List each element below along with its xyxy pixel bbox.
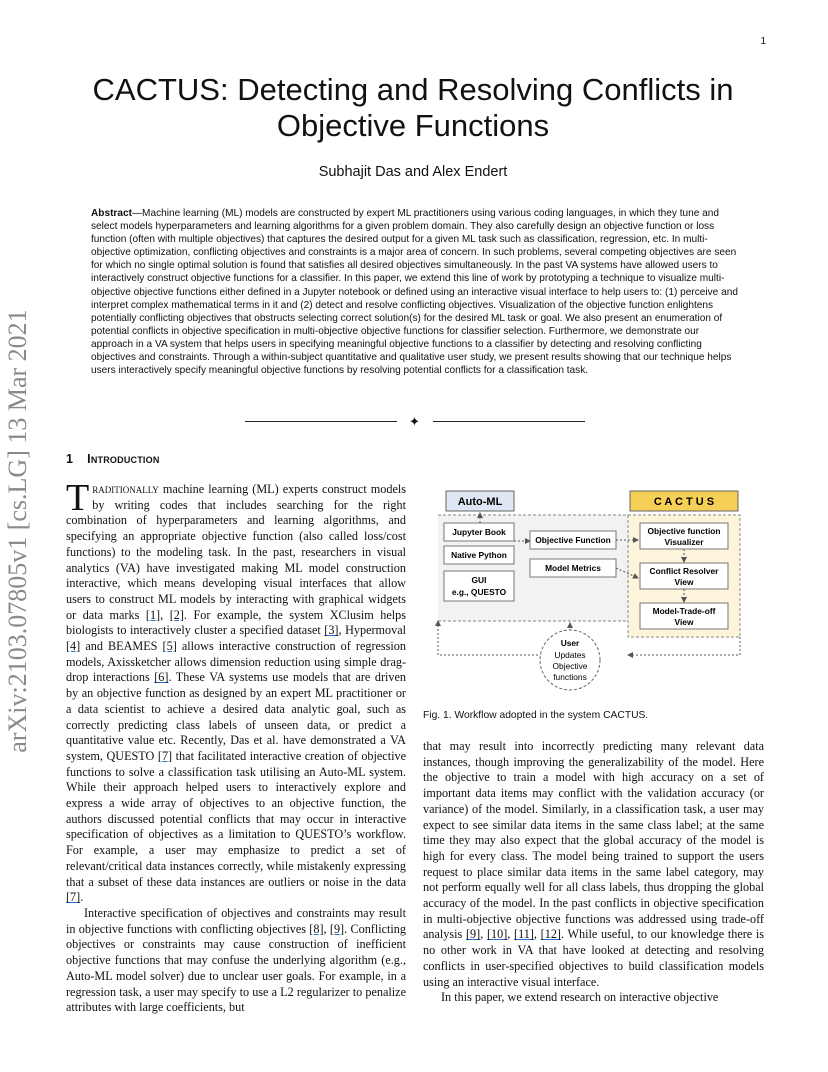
abstract-label: Abstract — [91, 208, 132, 219]
citation-link[interactable]: [9] — [329, 921, 345, 936]
divider-diamond-icon: ✦ — [409, 414, 420, 429]
text-run: that facilitated interactive creation of objective functions to solve a classification task utilising an Auto-ML system. While their approach helped users to interactively explore and express a wide array of objectives to an objective function, the authors discussed potential conflicts that may occur in interactive specification of objectives as a limitation to QUESTO’s workflow. For example, a user may emphasize to predict a set of relevant/critical data instances correctly, while mistakenly expressing that a subset of these data instances are outliers or noise in the data — [66, 748, 406, 889]
section-number: 1 — [66, 452, 74, 466]
divider-line-right — [433, 421, 585, 422]
user-action-label: Updates — [554, 650, 586, 660]
figure-caption: Fig. 1. Workflow adopted in the system CACTUS. — [423, 710, 649, 721]
left-column — [66, 477, 407, 1016]
user-action-label: Objective — [552, 661, 588, 671]
gui-label: GUI — [471, 575, 487, 585]
citation-link[interactable]: [11] — [514, 927, 534, 942]
section-heading — [66, 452, 160, 466]
text-run: , — [533, 927, 541, 942]
section-divider — [245, 414, 585, 430]
text-run: and BEAMES — [80, 639, 163, 654]
paper-title: CACTUS: Detecting and Resolving Conflicts in Objective Functions — [92, 72, 734, 143]
text-run: Interactive specification of objectives and constraints may result in objective functions with conflicting objectives — [66, 905, 406, 936]
conflict-resolver-label: Conflict Resolver — [649, 566, 719, 576]
text-run: . These VA systems use models that are driven by an objective function as designed by an expert ML practitioner or a data scientist to achieve a desired data analytic goal, such as correctly predicting class labels of unseen data, or predict a quantitative value etc. Recently, Das et al. have demonstrated a VA system, QUESTO — [66, 670, 406, 763]
divider-line-left — [245, 421, 397, 422]
native-python-label: Native Python — [451, 550, 507, 560]
text-run: , Hypermoval — [338, 623, 407, 638]
automl-label: Auto-ML — [457, 496, 503, 508]
gui-example-label: e.g., QUESTO — [451, 587, 507, 597]
text-run: . For example, the system XClusim helps biologists to interactively cluster a specified dataset — [66, 607, 406, 638]
intro-paragraph-1 — [66, 477, 407, 906]
text-run: . — [80, 890, 84, 905]
author-list: Subhajit Das and Alex Endert — [318, 164, 508, 180]
user-label: User — [560, 638, 580, 648]
drop-cap: T — [66, 477, 90, 519]
citation-link[interactable]: [8] — [309, 921, 324, 936]
flow-arrow — [628, 637, 740, 655]
text-run: , — [160, 607, 170, 622]
text-run: . While useful, to our knowledge there is no other work in VA that have looked at detecting and resolving conflicts in user-specified objectives to build classification models using an interactive visual interface. — [423, 927, 765, 989]
jupyter-book-label: Jupyter Book — [452, 527, 506, 537]
visualizer-label: Objective function — [647, 526, 721, 536]
text-run: . Conflicting objectives or constraints may cause construction of inefficient objective functions that may confuse the underlying algorithm (e.g., Auto-ML model solver) due to unclear user goals. For example, in a regression task, a user may specify to use a L2 regularizer to penalize attributes with large coefficients, but — [66, 921, 406, 1015]
text-run: , — [480, 927, 487, 942]
citation-link[interactable]: [7] — [157, 748, 173, 763]
small-caps-lead: raditionally — [92, 482, 159, 496]
intro-paragraph-3 — [423, 739, 764, 990]
conflict-resolver-sublabel: View — [674, 577, 694, 587]
text-run: , — [323, 921, 330, 936]
citation-link[interactable]: [4] — [66, 639, 81, 654]
citation-link[interactable]: [10] — [486, 927, 508, 942]
text-run: allows interactive construction of regression models, Axissketcher allows dimension reduction using simple drag-drop interactions — [66, 639, 406, 685]
user-action-label: functions — [553, 672, 587, 682]
citation-link[interactable]: [9] — [465, 927, 481, 942]
citation-link[interactable]: [1] — [145, 607, 161, 622]
citation-link[interactable]: [3] — [324, 623, 339, 638]
right-column — [423, 739, 764, 1006]
workflow-figure — [430, 483, 760, 698]
page-number: 1 — [760, 36, 766, 47]
arxiv-identifier[interactable]: arXiv:2103.07805v1 [cs.LG] 13 Mar 2021 — [3, 309, 32, 753]
model-tradeoff-label: Model-Trade-off — [652, 606, 716, 616]
abstract — [91, 207, 739, 377]
citation-link[interactable]: [5] — [162, 639, 177, 654]
intro-paragraph-4: In this paper, we extend research on interactive objective — [441, 990, 719, 1005]
text-run: , — [507, 927, 515, 942]
citation-link[interactable]: [7] — [66, 890, 81, 905]
flow-arrow — [438, 621, 542, 655]
text-run: machine learning (ML) experts construct models by writing codes that includes searching for the right combination of hyperparameters and learning algorithms, and specifying an appropriate objective function (also called loss/cost functions) to the modeling task. In the past, researchers in visual analytics (VA) have investigated making ML model construction interactive, which means developing visual interfaces that allow users to construct ML models by interacting with graphical widgets or data marks — [66, 482, 406, 622]
objective-function-label: Objective Function — [535, 535, 611, 545]
citation-link[interactable]: [12] — [540, 927, 561, 942]
section-title: Introduction — [87, 452, 160, 466]
visualizer-sublabel: Visualizer — [664, 537, 704, 547]
citation-link[interactable]: [2] — [169, 607, 184, 622]
abstract-text: —Machine learning (ML) models are constructed by expert ML practitioners using various coding languages, in which they tune and select models hyperparameters and learning algorithms for a given problem domain. They also carefully design an objective function or loss function (often with multiple objectives) that captures the desired output for a given ML task such as classification, regression, etc. In multi-objective optimization, conflicting objectives and constraints is a major area of concern. In such problems, several competing objectives are seen for which no single optimal solution is found that satisfies all desired objectives simultaneously. In the past VA systems have allowed users to interactively construct objective functions for a classifier. In this paper, we extend this line of work by prototyping a technique to visualize multi-objective objective functions either defined in a Jupyter notebook or defined using an interactive visual interface to help users to: (1) perceive and interpret complex mathematical terms in it and (2) detect and resolve conflicting objectives. Visualization of the objective function enlightens potentially conflicting objectives that obstructs selecting correct solution(s) for the desired ML task or goal. We also present an enumeration of potential conflicts in objective specification in multi-objective objective functions for classifier selection. Furthermore, we demonstrate our approach in a VA system that helps users in specifying meaningful objective functions to a classifier by detecting and resolving conflicting objectives and constraints. Through a within-subject quantitative and qualitative user study, we present results showing that our technique helps users interactively specify meaningful objective functions by resolving potential conflicts for a classification task. — [91, 208, 738, 377]
cactus-label: C A C T U S — [653, 496, 715, 508]
citation-link[interactable]: [6] — [154, 670, 169, 685]
text-run: that may result into incorrectly predicting many relevant data instances, though improving the generalizability of the model. Here the objective to train a model with high accuracy on a set of important data items may conflict with the validation accuracy (or variance) of the model. Similarly, in a classification task, a user may expect to see similar data items in the same class label; at the same time they may also expect that the global accuracy of the model is high for every class. The model being trained to support the users request to place similar data items in the same label category, may not perform equally well for all class labels, thus dropping the global accuracy of the model. In the past conflicts in objective specification in multi-objective objective functions was addressed using trade-off analysis — [423, 739, 764, 942]
model-tradeoff-sublabel: View — [674, 617, 694, 627]
model-metrics-label: Model Metrics — [545, 563, 601, 573]
intro-paragraph-2 — [66, 906, 406, 1016]
